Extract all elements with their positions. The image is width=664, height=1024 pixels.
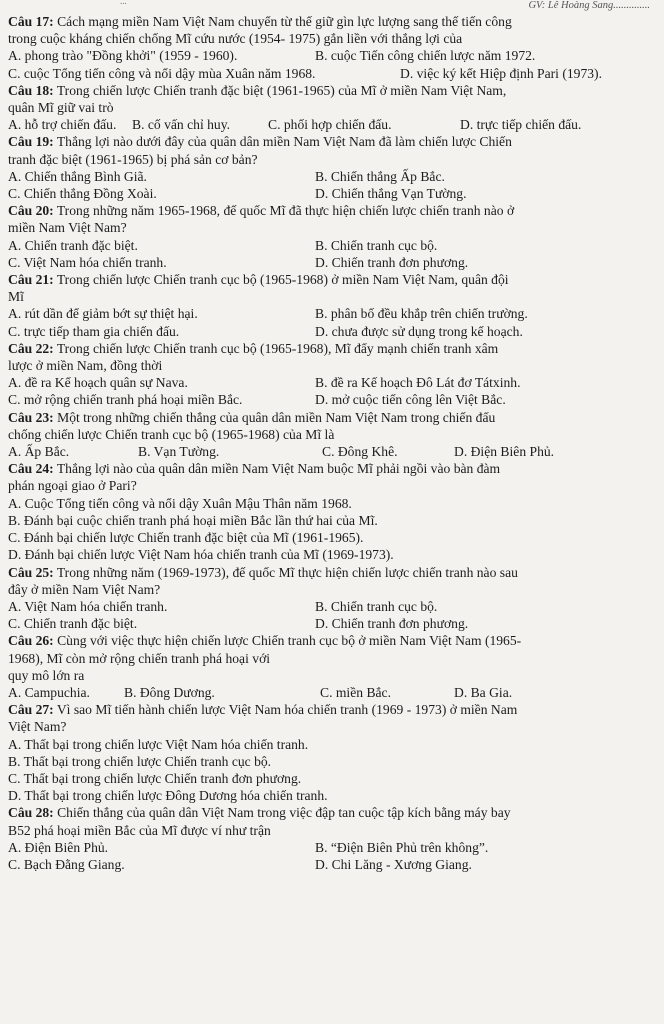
question-stem: Chiến thắng của quân dân Việt Nam trong việc đập tan cuộc tập kích bằng máy bay bbox=[53, 805, 511, 821]
question-number: Câu 26: bbox=[8, 633, 54, 649]
question-number: Câu 23: bbox=[8, 409, 54, 425]
option-a: A. hỗ trợ chiến đấu. bbox=[8, 117, 117, 133]
question-stem: Trong chiến lược Chiến tranh cục bộ (1965-1968), Mĩ đẩy mạnh chiến tranh xâm bbox=[53, 340, 499, 356]
question-28 bbox=[8, 804, 660, 873]
question-number: Câu 24: bbox=[8, 461, 54, 477]
question-26 bbox=[8, 632, 660, 701]
option-b: B. đề ra Kế hoạch Đô Lát đơ Tátxinh. bbox=[315, 375, 521, 391]
question-number: Câu 22: bbox=[8, 340, 54, 356]
question-number: Câu 18: bbox=[8, 82, 54, 98]
option-c: C. Bạch Đằng Giang. bbox=[8, 856, 125, 872]
question-stem: Mĩ bbox=[8, 289, 24, 305]
option-d: D. Chiến tranh đơn phương. bbox=[315, 254, 469, 270]
question-stem: Cùng với việc thực hiện chiến lược Chiến tranh cục bộ ở miền Nam Việt Nam (1965- bbox=[53, 633, 522, 649]
question-stem: Trong chiến lược Chiến tranh cục bộ (1965-1968) ở miền Nam Việt Nam, quân đội bbox=[53, 272, 509, 288]
option-c: C. phối hợp chiến đấu. bbox=[268, 117, 392, 133]
option-a: A. phong trào "Đồng khởi" (1959 - 1960). bbox=[8, 48, 238, 64]
question-stem: Trong những năm (1969-1973), đế quốc Mĩ thực hiện chiến lược chiến tranh nào sau bbox=[53, 564, 518, 580]
question-stem: quân Mĩ giữ vai trò bbox=[8, 100, 114, 116]
question-number: Câu 21: bbox=[8, 272, 54, 288]
option-d: D. trực tiếp chiến đấu. bbox=[460, 117, 582, 133]
question-17 bbox=[8, 13, 660, 82]
option-d: D. việc ký kết Hiệp định Pari (1973). bbox=[400, 65, 602, 81]
question-21 bbox=[8, 271, 660, 340]
option-a: A. Campuchia. bbox=[8, 684, 90, 700]
question-stem: lược ở miền Nam, đồng thời bbox=[8, 358, 163, 374]
option-b: B. Chiến thắng Ấp Bắc. bbox=[315, 168, 445, 184]
question-number: Câu 27: bbox=[8, 702, 54, 718]
option-c: C. cuộc Tổng tiến công và nổi dậy mùa Xuân năm 1968. bbox=[8, 65, 316, 81]
option-b: B. cuộc Tiến công chiến lược năm 1972. bbox=[315, 48, 536, 64]
option-c: C. Chiến thắng Đồng Xoài. bbox=[8, 186, 157, 202]
option-d: D. Đánh bại chiến lược Việt Nam hóa chiến tranh của Mĩ (1969-1973). bbox=[8, 547, 394, 563]
option-c: C. Đông Khê. bbox=[322, 444, 398, 460]
question-number: Câu 17: bbox=[8, 14, 54, 29]
option-d: D. Thất bại trong chiến lược Đông Dương hóa chiến tranh. bbox=[8, 788, 328, 804]
question-stem: Cách mạng miền Nam Việt Nam chuyển từ thế giữ gìn lực lượng sang thế tiến công bbox=[53, 14, 512, 29]
option-d: D. chưa được sử dụng trong kế hoạch. bbox=[315, 323, 523, 339]
option-b: B. Chiến tranh cục bộ. bbox=[315, 237, 438, 253]
question-stem: Vì sao Mĩ tiến hành chiến lược Việt Nam hóa chiến tranh (1969 - 1973) ở miền Nam bbox=[53, 702, 518, 718]
page-header-left: ... bbox=[120, 0, 127, 6]
option-c: C. Chiến tranh đặc biệt. bbox=[8, 616, 138, 632]
question-stem: trong cuộc kháng chiến chống Mĩ cứu nước (1954- 1975) gắn liền với thắng lợi của bbox=[8, 31, 463, 47]
question-number: Câu 25: bbox=[8, 564, 54, 580]
question-20 bbox=[8, 202, 660, 271]
question-stem: Thắng lợi nào dưới đây của quân dân miền Nam Việt Nam đã làm chiến lược Chiến bbox=[53, 134, 512, 150]
option-a: A. Điện Biên Phủ. bbox=[8, 839, 109, 855]
option-b: B. Vạn Tường. bbox=[138, 444, 220, 460]
question-stem: Trong những năm 1965-1968, đế quốc Mĩ đã thực hiện chiến lược chiến tranh nào ở bbox=[53, 203, 515, 219]
option-a: A. rút dần để giảm bớt sự thiệt hại. bbox=[8, 306, 198, 322]
option-a: A. Thất bại trong chiến lược Việt Nam hóa chiến tranh. bbox=[8, 736, 309, 752]
option-c: C. trực tiếp tham gia chiến đấu. bbox=[8, 323, 180, 339]
option-a: A. đề ra Kế hoạch quân sự Nava. bbox=[8, 375, 188, 391]
question-stem: Việt Nam? bbox=[8, 719, 67, 735]
question-23 bbox=[8, 409, 660, 461]
option-b: B. phân bố đều khắp trên chiến trường. bbox=[315, 306, 528, 322]
option-b: B. Đông Dương. bbox=[124, 684, 215, 700]
option-c: C. mở rộng chiến tranh phá hoại miền Bắc. bbox=[8, 392, 243, 408]
question-stem: tranh đặc biệt (1961-1965) bị phá sản cơ bản? bbox=[8, 151, 258, 167]
option-c: C. Thất bại trong chiến lược Chiến tranh đơn phương. bbox=[8, 770, 302, 786]
option-b: B. Chiến tranh cục bộ. bbox=[315, 598, 438, 614]
option-b: B. cố vấn chỉ huy. bbox=[132, 117, 231, 133]
question-22 bbox=[8, 340, 660, 409]
question-19 bbox=[8, 133, 660, 202]
question-stem: phán ngoại giao ở Pari? bbox=[8, 478, 137, 494]
question-27 bbox=[8, 701, 660, 804]
option-d: D. Chiến thắng Vạn Tường. bbox=[315, 186, 467, 202]
question-list bbox=[8, 13, 660, 873]
option-d: D. Ba Gia. bbox=[454, 684, 513, 700]
question-stem: 1968), Mĩ còn mở rộng chiến tranh phá hoại với bbox=[8, 650, 271, 666]
question-stem: đây ở miền Nam Việt Nam? bbox=[8, 581, 161, 597]
option-a: A. Chiến tranh đặc biệt. bbox=[8, 237, 138, 253]
question-18 bbox=[8, 82, 660, 134]
question-stem: chống chiến lược Chiến tranh cục bộ (1965-1968) của Mĩ là bbox=[8, 426, 335, 442]
option-a: A. Ấp Bắc. bbox=[8, 444, 70, 460]
option-c: C. miền Bắc. bbox=[320, 684, 391, 700]
question-stem: B52 phá hoại miền Bắc của Mĩ được ví như trận bbox=[8, 822, 271, 838]
teacher-name: GV: Lê Hoàng Sang.............. bbox=[528, 0, 650, 11]
option-a: A. Việt Nam hóa chiến tranh. bbox=[8, 598, 168, 614]
question-stem: Một trong những chiến thắng của quân dân miền Nam Việt Nam trong chiến đấu bbox=[53, 409, 496, 425]
option-d: D. mở cuộc tiến công lên Việt Bắc. bbox=[315, 392, 506, 408]
option-b: B. Thất bại trong chiến lược Chiến tranh cục bộ. bbox=[8, 753, 272, 769]
question-number: Câu 20: bbox=[8, 203, 54, 219]
option-a: A. Chiến thắng Bình Giã. bbox=[8, 168, 147, 184]
question-stem: Trong chiến lược Chiến tranh đặc biệt (1961-1965) của Mĩ ở miền Nam Việt Nam, bbox=[53, 82, 507, 98]
question-25 bbox=[8, 564, 660, 633]
option-b: B. Đánh bại cuộc chiến tranh phá hoại miền Bắc lần thứ hai của Mĩ. bbox=[8, 512, 378, 528]
option-b: B. “Điện Biên Phủ trên không”. bbox=[315, 839, 489, 855]
question-stem: miền Nam Việt Nam? bbox=[8, 220, 127, 236]
question-number: Câu 28: bbox=[8, 805, 54, 821]
question-24 bbox=[8, 460, 660, 563]
question-number: Câu 19: bbox=[8, 134, 54, 150]
question-stem: Thắng lợi nào của quân dân miền Nam Việt Nam buộc Mĩ phải ngồi vào bàn đàm bbox=[53, 461, 501, 477]
option-a: A. Cuộc Tổng tiến công và nổi dậy Xuân Mậu Thân năm 1968. bbox=[8, 495, 352, 511]
option-d: D. Điện Biên Phủ. bbox=[454, 444, 555, 460]
option-c: C. Đánh bại chiến lược Chiến tranh đặc biệt của Mĩ (1961-1965). bbox=[8, 530, 364, 546]
option-d: D. Chiến tranh đơn phương. bbox=[315, 616, 469, 632]
question-stem: quy mô lớn ra bbox=[8, 667, 85, 683]
option-c: C. Việt Nam hóa chiến tranh. bbox=[8, 254, 167, 270]
option-d: D. Chi Lăng - Xương Giang. bbox=[315, 856, 472, 872]
